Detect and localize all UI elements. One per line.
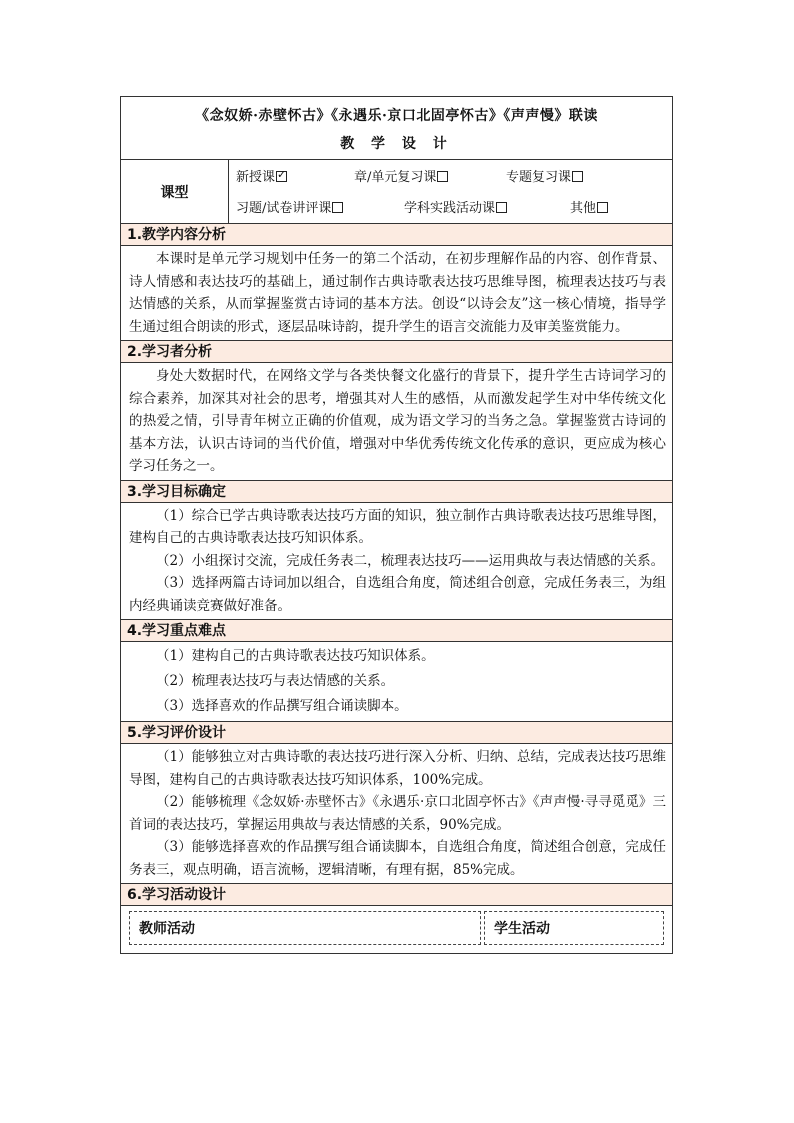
course-type-row (121, 160, 672, 224)
option-topic-review[interactable] (506, 166, 583, 185)
activity-table (121, 906, 672, 953)
paragraph: （1）能够独立对古典诗歌的表达技巧进行深入分析、归纳、总结，完成表达技巧思维导图，建构自己的古典诗歌表达技巧知识体系，100%完成。 (129, 749, 666, 788)
section-body-learner-analysis (121, 363, 672, 481)
option-label: 专题复习课 (506, 170, 572, 185)
section-heading-activities: 6.学习活动设计 (121, 884, 672, 906)
option-practice-activity[interactable] (404, 197, 570, 216)
option-new-lesson[interactable] (236, 166, 354, 185)
checkbox-empty-icon[interactable] (496, 202, 507, 213)
checkbox-empty-icon[interactable] (597, 202, 608, 213)
option-label: 习题/试卷讲评课 (236, 201, 332, 216)
section-heading-learner-analysis: 2.学习者分析 (121, 341, 672, 363)
paragraph: （2）小组探讨交流，完成任务表二，梳理表达技巧——运用典故与表达情感的关系。 (156, 552, 665, 569)
option-unit-review[interactable] (354, 166, 506, 185)
section-body-content-analysis (121, 246, 672, 341)
course-type-options-row1 (236, 160, 672, 191)
option-label: 章/单元复习课 (354, 170, 437, 185)
section-heading-content-analysis: 1.教学内容分析 (121, 224, 672, 246)
section-heading-evaluation: 5.学习评价设计 (121, 722, 672, 744)
paragraph: （1）综合已学古典诗歌表达技巧方面的知识，独立制作古典诗歌表达技巧思维导图，建构自己的古典诗歌表达技巧知识体系。 (129, 507, 666, 546)
document-title: 《念奴娇·赤壁怀古》《永遇乐·京口北固亭怀古》《声声慢》联读 (195, 108, 598, 124)
student-activity-header: 学生活动 (484, 911, 664, 945)
option-label: 学科实践活动课 (404, 201, 496, 216)
checkbox-empty-icon[interactable] (572, 171, 583, 182)
checkbox-empty-icon[interactable] (437, 171, 448, 182)
list-item: （2）梳理表达技巧与表达情感的关系。 (156, 673, 395, 689)
list-item: （3）选择喜欢的作品撰写组合诵读脚本。 (156, 698, 408, 714)
section-heading-key-points: 4.学习重点难点 (121, 620, 672, 642)
section-body-evaluation (121, 744, 672, 884)
title-block (121, 97, 672, 160)
paragraph: 本课时是单元学习规划中任务一的第二个活动，在初步理解作品的内容、创作背景、诗人情感和表达技巧的基础上，通过制作古典诗歌表达技巧思维导图，梳理表达技巧与表达情感的关系，从而掌握鉴赏古诗词的基本方法。创设“以诗会友”这一核心情境，指导学生通过组合朗读的形式，逐层品味诗韵，提升学生的语言交流能力及审美鉴赏能力。 (129, 251, 666, 335)
option-label: 其他 (570, 201, 597, 216)
option-exercise-review[interactable] (236, 197, 404, 216)
document-subtitle: 教 学 设 计 (340, 136, 453, 152)
option-label: 新授课 (236, 170, 276, 185)
paragraph: 身处大数据时代，在网络文学与各类快餐文化盛行的背景下，提升学生古诗词学习的综合素养，加深其对社会的思考，增强其对人生的感悟，从而激发起学生对中华传统文化的热爱之情，引导青年树立正确的价值观，成为语文学习的当务之急。掌握鉴赏古诗词的基本方法，认识古诗词的当代价值，增强对中华优秀传统文化传承的意识，更应成为核心学习任务之一。 (129, 368, 666, 474)
lesson-plan-table (120, 96, 673, 954)
course-type-options-row2 (236, 191, 672, 222)
course-type-label: 课型 (121, 160, 229, 223)
paragraph: （3）能够选择喜欢的作品撰写组合诵读脚本，自选组合角度，简述组合创意，完成任务表三，观点明确，语言流畅，逻辑清晰，有理有据，85%完成。 (129, 839, 666, 878)
paragraph: （2）能够梳理《念奴娇·赤壁怀古》《永遇乐·京口北固亭怀古》《声声慢·寻寻觅觅》三首词的表达技巧，掌握运用典故与表达情感的关系，90%完成。 (129, 794, 666, 833)
section-body-learning-goals (121, 503, 672, 621)
paragraph: （3）选择两篇古诗词加以组合，自选组合角度，简述组合创意，完成任务表三，为组内经典诵读竞赛做好准备。 (129, 575, 666, 614)
section-heading-learning-goals: 3.学习目标确定 (121, 481, 672, 503)
activity-table-header (129, 911, 664, 945)
list-item: （1）建构自己的古典诗歌表达技巧知识体系。 (156, 648, 435, 664)
teacher-activity-header: 教师活动 (129, 911, 481, 945)
section-body-key-points (121, 642, 672, 722)
course-type-options (229, 160, 672, 223)
checkbox-checked-icon[interactable] (276, 171, 287, 182)
checkbox-empty-icon[interactable] (332, 202, 343, 213)
option-other[interactable] (570, 197, 608, 216)
